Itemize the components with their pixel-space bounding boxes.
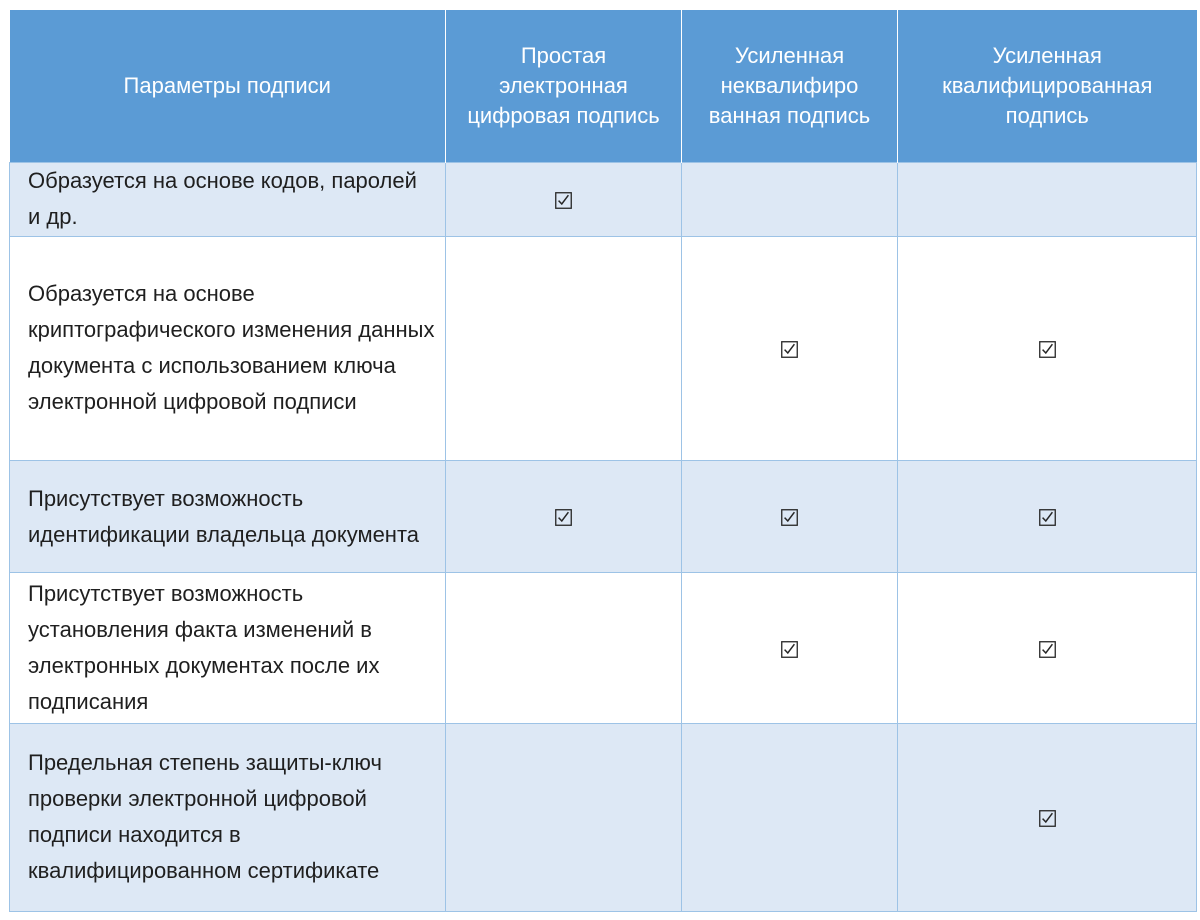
cell-simple [446, 723, 682, 911]
table-row [10, 723, 1197, 911]
checkbox-checked-icon [781, 509, 798, 526]
cell-simple [446, 162, 682, 236]
cell-enhanced-qualified [898, 236, 1197, 460]
cell-simple [446, 236, 682, 460]
table-row [10, 461, 1197, 573]
header-param: Параметры подписи [10, 10, 446, 162]
cell-simple [446, 573, 682, 723]
table-row [10, 236, 1197, 460]
row-label: Образуется на основе криптографического изменения данных документа с использованием ключа электронной цифровой подписи [10, 236, 446, 460]
cell-enhanced-unqualified [682, 723, 898, 911]
row-label: Образуется на основе кодов, паролей и др. [10, 162, 446, 236]
checkbox-checked-icon [781, 641, 798, 658]
header-simple-signature: Простая электронная цифровая подпись [446, 10, 682, 162]
header-enhanced-unqualified-signature: Усиленная неквалифиро ванная подпись [682, 10, 898, 162]
table-row [10, 573, 1197, 723]
cell-enhanced-unqualified [682, 236, 898, 460]
checkbox-checked-icon [1039, 810, 1056, 827]
row-label: Присутствует возможность установления факта изменений в электронных документах после их подписания [10, 573, 446, 723]
cell-simple [446, 461, 682, 573]
cell-enhanced-qualified [898, 573, 1197, 723]
row-label: Предельная степень защиты-ключ проверки электронной цифровой подписи находится в квалифицированном сертификате [10, 723, 446, 911]
row-label: Присутствует возможность идентификации владельца документа [10, 461, 446, 573]
cell-enhanced-unqualified [682, 461, 898, 573]
cell-enhanced-qualified [898, 162, 1197, 236]
checkbox-checked-icon [1039, 641, 1056, 658]
header-enhanced-qualified-signature: Усиленная квалифицированная подпись [898, 10, 1197, 162]
table-header-row [10, 10, 1197, 162]
checkbox-checked-icon [555, 509, 572, 526]
checkbox-checked-icon [1039, 341, 1056, 358]
checkbox-checked-icon [781, 341, 798, 358]
cell-enhanced-qualified [898, 723, 1197, 911]
cell-enhanced-unqualified [682, 162, 898, 236]
signature-comparison-table [9, 10, 1197, 912]
cell-enhanced-qualified [898, 461, 1197, 573]
cell-enhanced-unqualified [682, 573, 898, 723]
table-row [10, 162, 1197, 236]
checkbox-checked-icon [555, 192, 572, 209]
checkbox-checked-icon [1039, 509, 1056, 526]
